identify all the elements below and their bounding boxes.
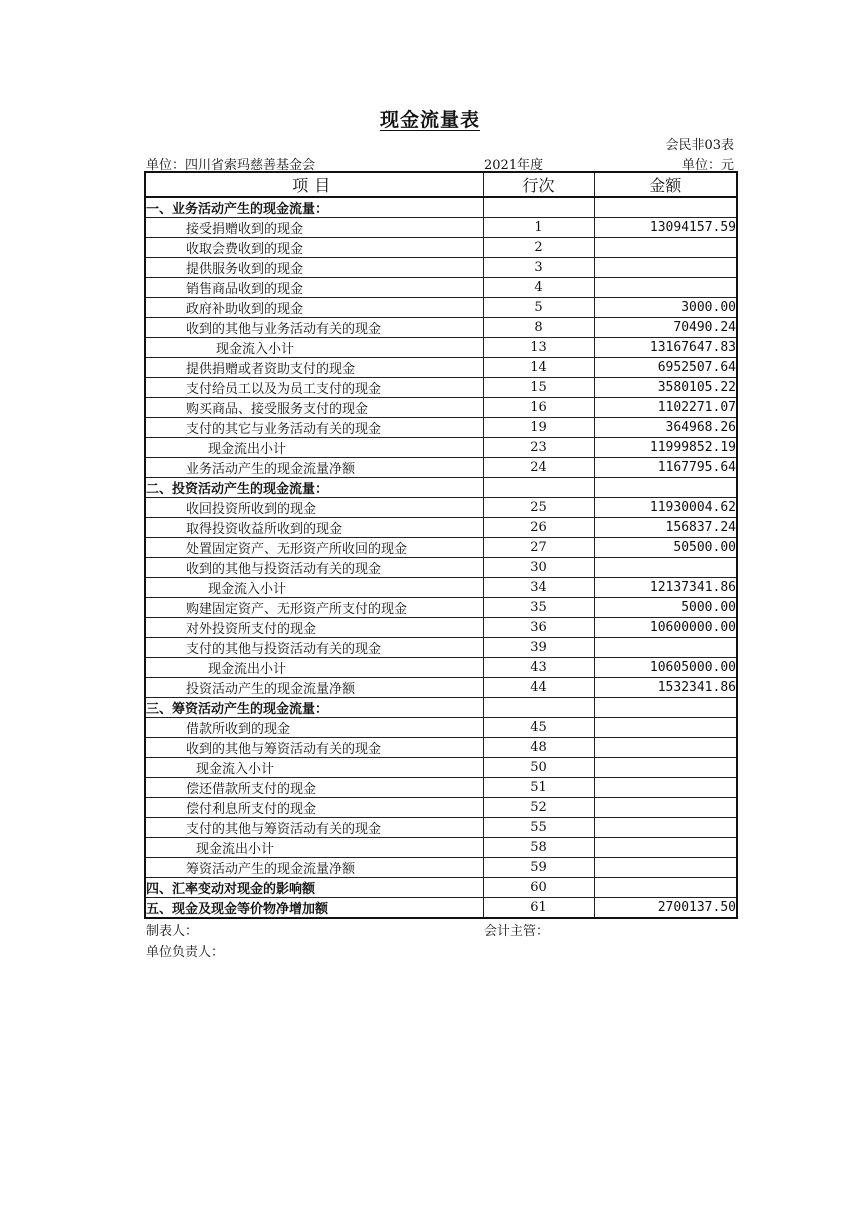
row-amount (594, 758, 737, 778)
section-row (145, 698, 737, 718)
row-line-no: 58 (483, 838, 594, 858)
row-line-no: 36 (483, 618, 594, 638)
row-item: 处置固定资产、无形资产所收回的现金 (145, 538, 483, 558)
table-row (145, 858, 737, 878)
row-line-no: 45 (483, 718, 594, 738)
row-line-no: 4 (483, 278, 594, 298)
row-item: 提供捐赠或者资助支付的现金 (145, 358, 483, 378)
row-item: 取得投资收益所收到的现金 (145, 518, 483, 538)
table-row (145, 378, 737, 398)
table-row (145, 258, 737, 278)
row-amount: 3580105.22 (594, 378, 737, 398)
row-amount: 1532341.86 (594, 678, 737, 698)
row-amount (594, 558, 737, 578)
row-amount: 11930004.62 (594, 498, 737, 518)
row-item: 现金流出小计 (145, 438, 483, 458)
table-row (145, 298, 737, 318)
row-item: 购买商品、接受服务支付的现金 (145, 398, 483, 418)
row-amount: 1167795.64 (594, 458, 737, 478)
table-row (145, 538, 737, 558)
row-amount (594, 818, 737, 838)
table-row (145, 238, 737, 258)
row-line-no: 50 (483, 758, 594, 778)
row-amount: 10600000.00 (594, 618, 737, 638)
row-line-no (483, 478, 594, 498)
table-row (145, 578, 737, 598)
preparer-label: 制表人： (146, 924, 199, 939)
row-item: 购建固定资产、无形资产所支付的现金 (145, 598, 483, 618)
form-code: 会民非03表 (665, 138, 734, 153)
row-line-no: 25 (483, 498, 594, 518)
section-row (145, 197, 737, 218)
row-item: 现金流出小计 (145, 838, 483, 858)
row-item: 现金流出小计 (145, 658, 483, 678)
row-amount (594, 478, 737, 498)
row-line-no: 16 (483, 398, 594, 418)
row-line-no: 48 (483, 738, 594, 758)
row-amount: 12137341.86 (594, 578, 737, 598)
row-line-no: 51 (483, 778, 594, 798)
row-amount (594, 738, 737, 758)
row-item: 支付的其他与筹资活动有关的现金 (145, 818, 483, 838)
section-row (145, 478, 737, 498)
row-line-no: 59 (483, 858, 594, 878)
row-item: 三、筹资活动产生的现金流量： (145, 698, 483, 718)
row-item: 支付的其他与投资活动有关的现金 (145, 638, 483, 658)
table-row (145, 458, 737, 478)
row-item: 收取会费收到的现金 (145, 238, 483, 258)
row-line-no: 13 (483, 338, 594, 358)
row-item: 销售商品收到的现金 (145, 278, 483, 298)
row-amount (594, 858, 737, 878)
row-item: 现金流入小计 (145, 758, 483, 778)
unit-head-label: 单位负责人： (146, 945, 225, 960)
row-amount (594, 718, 737, 738)
row-line-no: 55 (483, 818, 594, 838)
row-amount (594, 878, 737, 898)
row-item: 一、业务活动产生的现金流量： (145, 197, 483, 218)
row-line-no: 2 (483, 238, 594, 258)
row-line-no: 23 (483, 438, 594, 458)
row-line-no: 27 (483, 538, 594, 558)
table-body (145, 197, 737, 918)
row-amount (594, 197, 737, 218)
row-item: 提供服务收到的现金 (145, 258, 483, 278)
row-line-no: 44 (483, 678, 594, 698)
row-item: 现金流入小计 (145, 578, 483, 598)
row-item: 对外投资所支付的现金 (145, 618, 483, 638)
row-amount: 70490.24 (594, 318, 737, 338)
header-line-no: 行次 (483, 172, 594, 197)
row-line-no: 60 (483, 878, 594, 898)
row-line-no: 39 (483, 638, 594, 658)
row-line-no: 26 (483, 518, 594, 538)
row-line-no: 19 (483, 418, 594, 438)
table-row (145, 818, 737, 838)
row-amount: 156837.24 (594, 518, 737, 538)
row-amount: 1102271.07 (594, 398, 737, 418)
section-row (145, 878, 737, 898)
row-amount: 13167647.83 (594, 338, 737, 358)
row-amount: 2700137.50 (594, 898, 737, 919)
cash-flow-table (144, 171, 738, 919)
row-item: 收到的其他与筹资活动有关的现金 (145, 738, 483, 758)
row-amount: 10605000.00 (594, 658, 737, 678)
row-line-no (483, 197, 594, 218)
row-line-no: 8 (483, 318, 594, 338)
row-amount: 11999852.19 (594, 438, 737, 458)
report-year: 2021年度 (484, 158, 544, 173)
row-line-no: 35 (483, 598, 594, 618)
row-amount (594, 698, 737, 718)
table-row (145, 838, 737, 858)
section-row (145, 898, 737, 919)
row-amount (594, 238, 737, 258)
table-row (145, 418, 737, 438)
table-row (145, 338, 737, 358)
table-row (145, 618, 737, 638)
table-row (145, 678, 737, 698)
row-line-no: 61 (483, 898, 594, 919)
table-header-row (145, 172, 737, 197)
row-item: 偿还借款所支付的现金 (145, 778, 483, 798)
row-item: 四、汇率变动对现金的影响额 (145, 878, 483, 898)
row-item: 接受捐赠收到的现金 (145, 218, 483, 238)
row-line-no: 1 (483, 218, 594, 238)
accounting-supervisor-label: 会计主管： (484, 924, 550, 939)
row-item: 业务活动产生的现金流量净额 (145, 458, 483, 478)
row-item: 收到的其他与业务活动有关的现金 (145, 318, 483, 338)
row-item: 政府补助收到的现金 (145, 298, 483, 318)
table-row (145, 598, 737, 618)
row-amount: 364968.26 (594, 418, 737, 438)
table-row (145, 398, 737, 418)
row-item: 投资活动产生的现金流量净额 (145, 678, 483, 698)
table-row (145, 778, 737, 798)
row-amount (594, 278, 737, 298)
row-item: 偿付利息所支付的现金 (145, 798, 483, 818)
row-amount: 6952507.64 (594, 358, 737, 378)
row-item: 支付的其它与业务活动有关的现金 (145, 418, 483, 438)
table-row (145, 438, 737, 458)
table-row (145, 798, 737, 818)
row-line-no: 15 (483, 378, 594, 398)
page-title: 现金流量表 (379, 109, 480, 131)
row-item: 五、现金及现金等价物净增加额 (145, 898, 483, 919)
row-item: 借款所收到的现金 (145, 718, 483, 738)
header-amount: 金额 (594, 172, 737, 197)
row-item: 收到的其他与投资活动有关的现金 (145, 558, 483, 578)
row-amount (594, 838, 737, 858)
row-item: 筹资活动产生的现金流量净额 (145, 858, 483, 878)
row-line-no: 34 (483, 578, 594, 598)
row-amount: 50500.00 (594, 538, 737, 558)
row-line-no: 5 (483, 298, 594, 318)
table-row (145, 758, 737, 778)
row-amount: 13094157.59 (594, 218, 737, 238)
table-row (145, 718, 737, 738)
row-item: 现金流入小计 (145, 338, 483, 358)
row-item: 二、投资活动产生的现金流量： (145, 478, 483, 498)
row-line-no: 52 (483, 798, 594, 818)
row-amount: 3000.00 (594, 298, 737, 318)
table-row (145, 358, 737, 378)
table-row (145, 638, 737, 658)
table-row (145, 558, 737, 578)
row-item: 支付给员工以及为员工支付的现金 (145, 378, 483, 398)
table-row (145, 498, 737, 518)
row-line-no (483, 698, 594, 718)
row-line-no: 3 (483, 258, 594, 278)
row-line-no: 14 (483, 358, 594, 378)
currency-unit: 单位：元 (681, 158, 734, 173)
table-row (145, 658, 737, 678)
reporting-unit: 单位：四川省索玛慈善基金会 (146, 158, 316, 173)
row-line-no: 24 (483, 458, 594, 478)
table-row (145, 518, 737, 538)
row-item: 收回投资所收到的现金 (145, 498, 483, 518)
row-amount: 5000.00 (594, 598, 737, 618)
header-item: 项目 (145, 172, 483, 197)
row-amount (594, 778, 737, 798)
row-line-no: 30 (483, 558, 594, 578)
row-line-no: 43 (483, 658, 594, 678)
row-amount (594, 798, 737, 818)
table-row (145, 278, 737, 298)
table-row (145, 318, 737, 338)
table-row (145, 738, 737, 758)
row-amount (594, 258, 737, 278)
table-row (145, 218, 737, 238)
row-amount (594, 638, 737, 658)
